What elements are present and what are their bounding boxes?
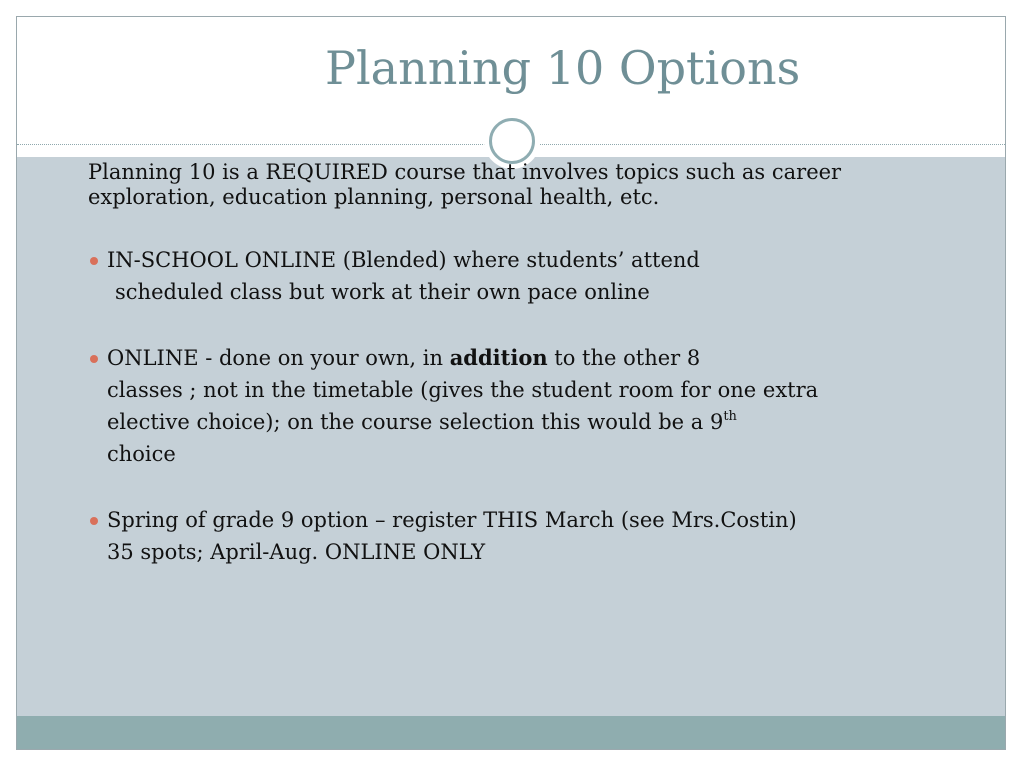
bullet-2-line-1-pre: ONLINE - done on your own, in: [107, 346, 450, 370]
bullet-dot-icon: [90, 517, 98, 525]
bullet-spring-option: [88, 504, 948, 568]
bullet-online: [88, 342, 948, 470]
bullet-dot-icon: [90, 355, 98, 363]
bullet-2-line-3-text: elective choice); on the course selection this would be a 9: [107, 410, 724, 434]
slide-body: [88, 160, 948, 602]
bullet-2-line-1-post: to the other 8: [547, 346, 701, 370]
bullet-2-bold-word: addition: [449, 345, 548, 370]
bullet-2-line-1: [107, 342, 948, 374]
intro-line-2: exploration, education planning, personal health, etc.: [88, 185, 660, 209]
bullet-3-line-2: 35 spots; April-Aug. ONLINE ONLY: [107, 540, 486, 564]
footer-bar: [17, 716, 1005, 750]
intro-paragraph: [88, 160, 948, 210]
bullet-1-line-2: scheduled class but work at their own pace online: [115, 280, 650, 304]
bullet-3-line-1: Spring of grade 9 option – register THIS March (see Mrs.Costin): [107, 508, 797, 532]
slide-title: Planning 10 Options: [325, 41, 801, 95]
bullet-1-line-1: IN-SCHOOL ONLINE (Blended) where students’ attend: [107, 248, 700, 272]
bullet-2-superscript: th: [723, 409, 737, 424]
bullet-2-line-4: choice: [107, 442, 176, 466]
bullet-2-line-2: classes ; not in the timetable (gives the student room for one extra: [107, 378, 819, 402]
intro-line-1: Planning 10 is a REQUIRED course that involves topics such as career: [88, 160, 842, 184]
bullet-dot-icon: [90, 257, 98, 265]
bullet-in-school-online: [88, 244, 948, 308]
bullet-2-line-3: [107, 406, 948, 438]
